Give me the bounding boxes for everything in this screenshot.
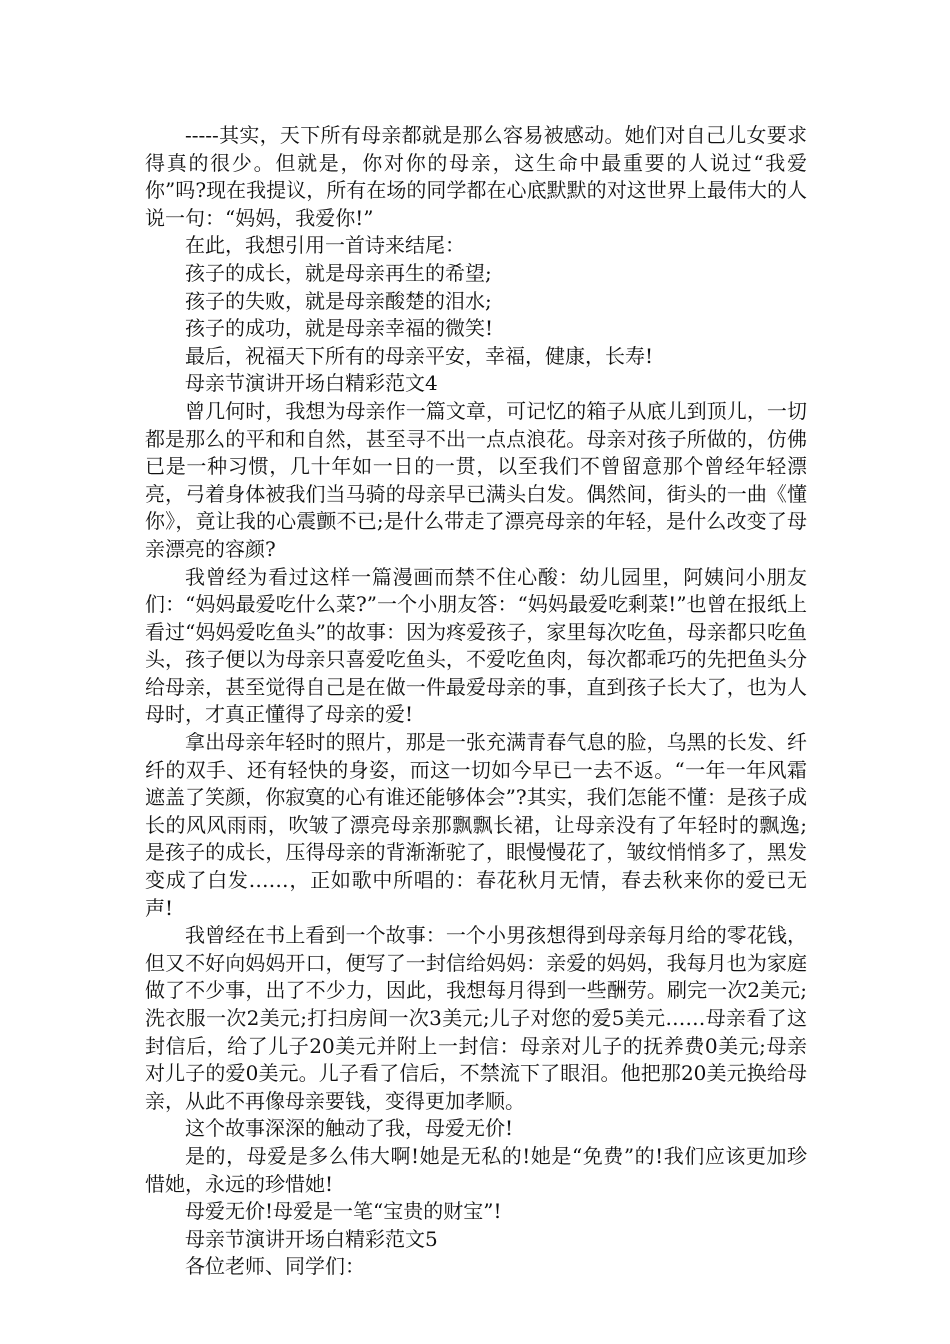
section-heading-sample-5: 母亲节演讲开场白精彩范文5 (185, 1226, 438, 1251)
document-body (145, 122, 807, 1281)
section-heading-sample-4: 母亲节演讲开场白精彩范文4 (185, 371, 438, 396)
paragraph-cartoon: 我曾经为看过这样一篇漫画而禁不住心酸：幼儿园里，阿姨问小朋友们：“妈妈最爱吃什么菜?”一个小朋友答：“妈妈最爱吃剩菜!”也曾在报纸上看过“妈妈爱吃鱼头”的故事：因为疼爱孩子，家里每次吃鱼，母亲都只吃鱼头，孩子便以为母亲只喜爱吃鱼头，不爱吃鱼肉，每次都乖巧的先把鱼头分给母亲，甚至觉得自己是在做一件最爱母亲的事，直到孩子长大了，也为人母时，才真正懂得了母亲的爱! (145, 564, 807, 727)
paragraph-poem-intro: 在此，我想引用一首诗来结尾： (185, 233, 465, 258)
paragraph-touched: 这个故事深深的触动了我，母爱无价! (185, 1116, 514, 1141)
paragraph-photo: 拿出母亲年轻时的照片，那是一张充满青春气息的脸，乌黑的长发、纤纤的双手、还有轻快的身姿，而这一切如今早已一去不返。“一年一年风霜遮盖了笑颜，你寂寞的心有谁还能够体会”?其实，我们怎能不懂：是孩子成长的风风雨雨，吹皱了漂亮母亲那飘飘长裙，让母亲没有了年轻时的飘逸;是孩子的成长，压得母亲的背渐渐驼了，眼慢慢花了，皱纹悄悄多了，黑发变成了白发……，正如歌中所唱的：春花秋月无情，春去秋来你的爱已无声! (145, 730, 807, 920)
paragraph-treasure: 母爱无价!母爱是一笔“宝贵的财宝”! (185, 1199, 502, 1224)
paragraph-greeting: 各位老师、同学们： (185, 1254, 365, 1279)
paragraph-greatness: 是的，母爱是多么伟大啊!她是无私的!她是“免费”的!我们应该更加珍惜她，永远的珍惜她! (145, 1143, 807, 1196)
paragraph-story: 我曾经在书上看到一个故事：一个小男孩想得到母亲每月给的零花钱，但又不好向妈妈开口，便写了一封信给妈妈：亲爱的妈妈，我每月也为家庭做了不少事，出了不少力，因此，我想每月得到一些酬劳。刷完一次2美元;洗衣服一次2美元;打扫房间一次3美元;儿子对您的爱5美元……母亲看了这封信后，给了儿子20美元并附上一封信：母亲对儿子的抚养费0美元;母亲对儿子的爱0美元。儿子看了信后，不禁流下了眼泪。他把那20美元换给母亲，从此不再像母亲要钱，变得更加孝顺。 (145, 923, 807, 1113)
poem-line-growth: 孩子的成长，就是母亲再生的希望; (185, 260, 492, 285)
paragraph-memory: 曾几何时，我想为母亲作一篇文章，可记忆的箱子从底儿到顶儿，一切都是那么的平和和自然，甚至寻不出一点点浪花。母亲对孩子所做的，仿佛已是一种习惯，几十年如一日的一贯，以至我们不曾留意那个曾经年轻漂亮，弓着身体被我们当马骑的母亲早已满头白发。偶然间，街头的一曲《懂你》，竟让我的心震颤不已;是什么带走了漂亮母亲的年轻，是什么改变了母亲漂亮的容颜? (145, 398, 807, 561)
poem-line-success: 孩子的成功，就是母亲幸福的微笑! (185, 316, 494, 341)
paragraph-blessing: 最后，祝福天下所有的母亲平安，幸福，健康，长寿! (185, 343, 654, 368)
poem-line-failure: 孩子的失败，就是母亲酸楚的泪水; (185, 288, 492, 313)
paragraph-closing-remark: -----其实，天下所有母亲都就是那么容易被感动。她们对自己儿女要求得真的很少。但就是，你对你的母亲，这生命中最重要的人说过“我爱你”吗?现在我提议，所有在场的同学都在心底默默的对这世界上最伟大的人说一句：“妈妈，我爱你!” (145, 123, 807, 230)
